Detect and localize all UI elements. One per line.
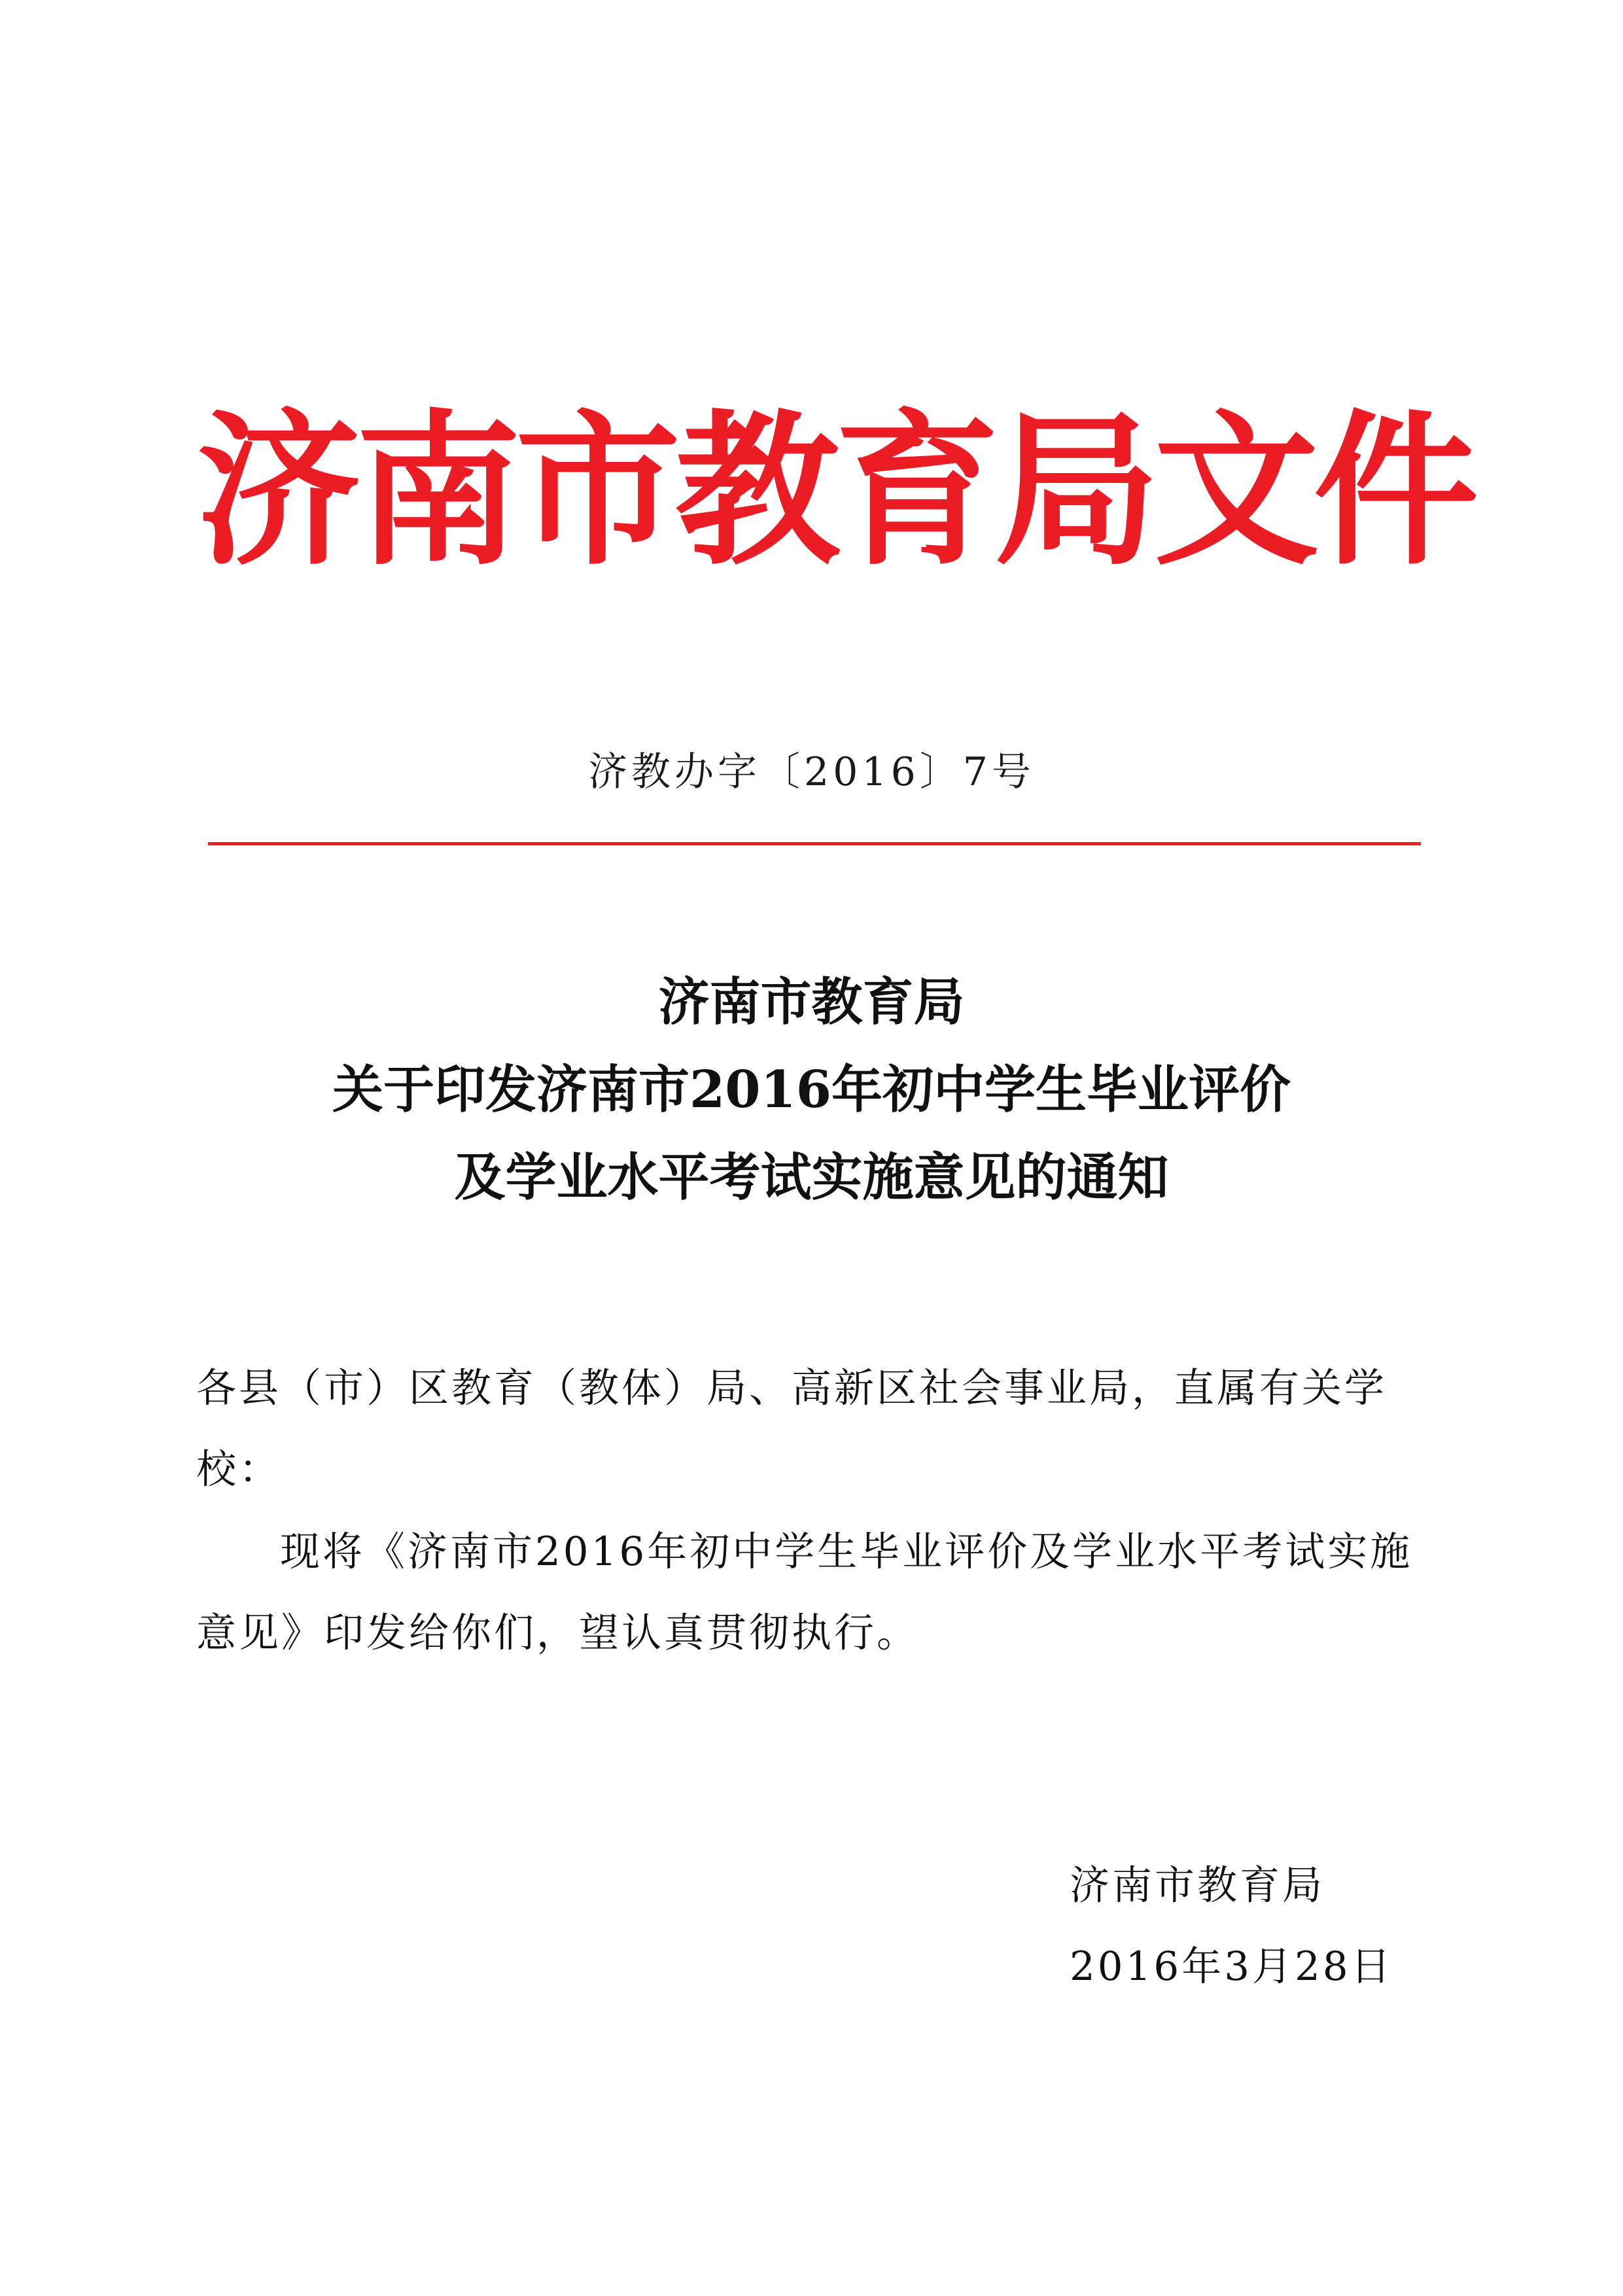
title-line-3: 及学业水平考试实施意见的通知 (454, 1148, 1169, 1207)
title-line-2: 关于印发济南市2016年初中学生毕业评价 (332, 1060, 1291, 1120)
body-paragraph: 现将《济南市2016年初中学生毕业评价及学业水平考试实施意见》印发给你们，望认真贯彻执行。 (196, 1528, 1413, 1656)
signature-issuer: 济南市教育局 (1070, 1862, 1325, 1909)
salutation: 各县（市）区教育（教体）局、高新区社会事业局，直属有关学校： (196, 1365, 1387, 1492)
signature-block (1070, 1845, 1462, 2007)
masthead-title: 济南市教育局文件 (196, 394, 1474, 588)
document-number: 济教办字〔2016〕7号 (588, 749, 1035, 795)
title-line-1: 济南市教育局 (658, 972, 965, 1032)
red-divider-line (208, 842, 1421, 845)
signature-date: 2016年3月28日 (1070, 1943, 1393, 1990)
document-title (196, 959, 1427, 1222)
